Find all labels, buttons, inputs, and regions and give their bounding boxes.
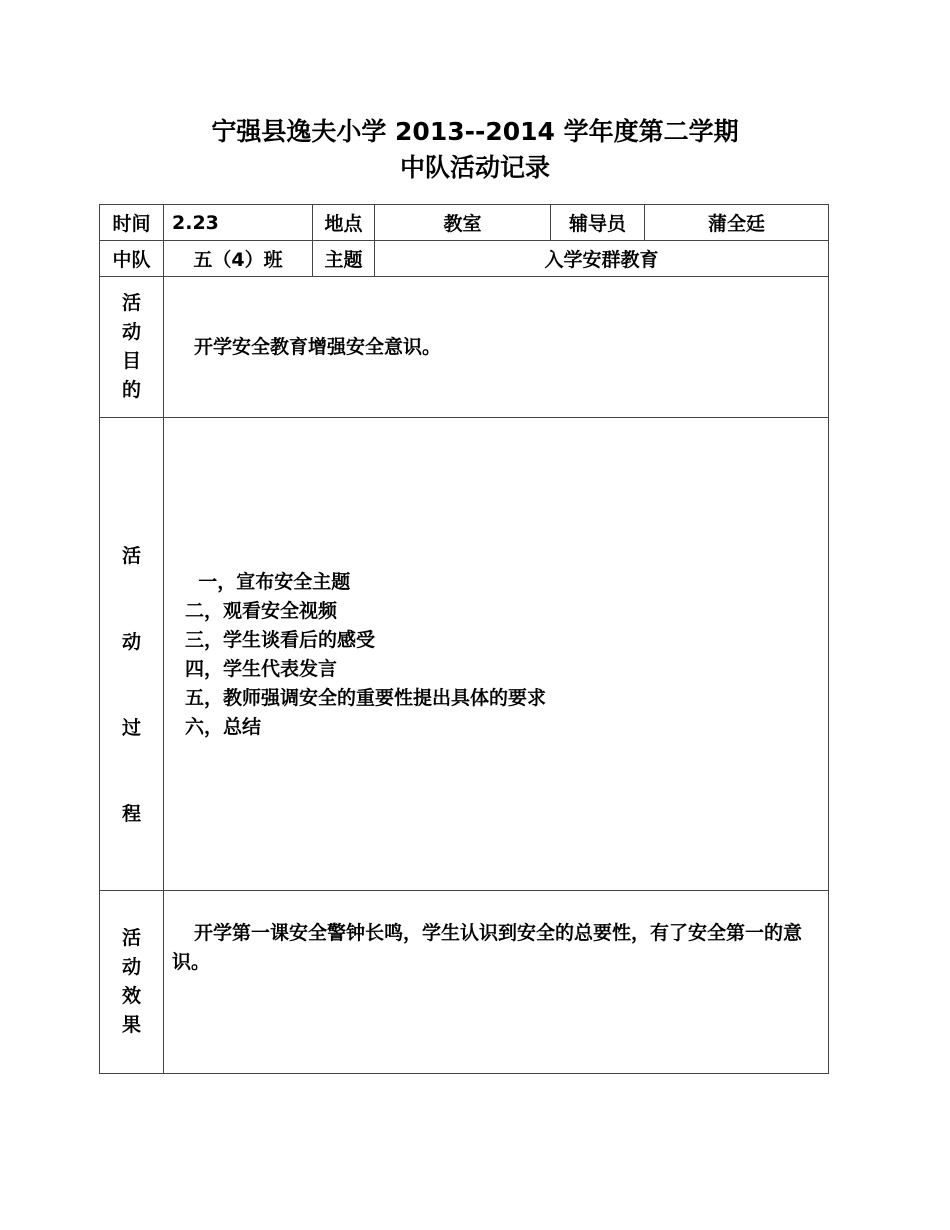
purpose-text: 开学安全教育增强安全意识。 [164, 277, 829, 418]
process-step: 四，学生代表发言 [185, 658, 338, 680]
process-step: 三，学生谈看后的感受 [185, 629, 376, 651]
time-label: 时间 [100, 205, 164, 241]
table-row-header-1 [100, 205, 829, 241]
effect-text: 开学第一课安全警钟长鸣，学生认识到安全的总要性，有了安全第一的意识。 [172, 922, 803, 973]
table-row-purpose [100, 277, 829, 418]
time-value: 2.23 [164, 205, 313, 241]
squad-label: 中队 [100, 241, 164, 277]
document-title: 宁强县逸夫小学 2013--2014 学年度第二学期 [211, 117, 739, 146]
table-row-process [100, 418, 829, 891]
process-step: 二，观看安全视频 [185, 600, 338, 622]
theme-value: 入学安群教育 [375, 241, 829, 277]
effect-text-cell [164, 891, 829, 1074]
process-steps [164, 418, 829, 891]
theme-label: 主题 [313, 241, 375, 277]
squad-value: 五（4）班 [164, 241, 313, 277]
place-label: 地点 [313, 205, 375, 241]
purpose-label: 活 动 目 的 [100, 277, 164, 418]
document-subtitle: 中队活动记录 [399, 153, 550, 182]
process-step: 六，总结 [185, 716, 262, 738]
table-row-effect [100, 891, 829, 1074]
activity-record-table [99, 204, 829, 1074]
process-label: 活 动 过 程 [100, 418, 164, 891]
counselor-label: 辅导员 [551, 205, 645, 241]
table-row-header-2 [100, 241, 829, 277]
counselor-value: 蒲全廷 [645, 205, 829, 241]
place-value: 教室 [375, 205, 551, 241]
process-step: 一，宣布安全主题 [185, 571, 351, 593]
effect-label: 活 动 效 果 [100, 891, 164, 1074]
process-step: 五，教师强调安全的重要性提出具体的要求 [185, 687, 547, 709]
